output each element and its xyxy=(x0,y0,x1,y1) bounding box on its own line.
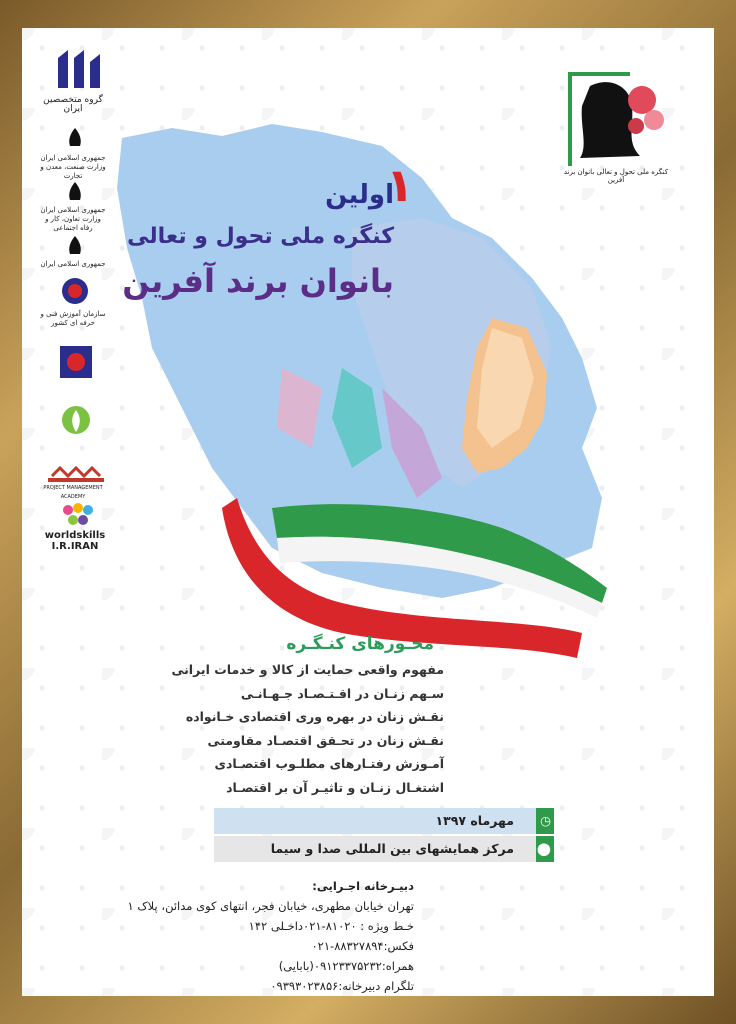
clock-icon: ◷ xyxy=(540,813,551,828)
date-bar xyxy=(214,808,554,834)
location-pin-icon: ⬤ xyxy=(537,841,551,856)
worldskills-mark-icon xyxy=(60,502,96,528)
secretariat-address: تهران خیابان مطهری، خیابان فجر، انتهای کوی مدائن، پلاک ۱ xyxy=(127,899,414,913)
axes-title: محـورهای کنـگـره xyxy=(286,634,434,654)
secretariat-info xyxy=(22,876,414,996)
axis-item: آمـوزش رفتـارهای مطلـوب اقتصـادی xyxy=(214,756,444,771)
title-ordinal: اولین xyxy=(325,180,394,210)
emblem-icon xyxy=(64,234,86,260)
technical-vocational-logo xyxy=(60,276,90,306)
emblem-label: جمهوری اسلامی ایران xyxy=(40,260,106,268)
innovation-center-logo xyxy=(58,344,94,380)
secretariat-fax: فکس:۸۸۳۲۷۸۹۴-۰۲۱ xyxy=(311,939,414,953)
technical-vocational-label: سازمان آموزش فنی و حرفه ای کشور xyxy=(40,310,106,327)
management-academy-logo xyxy=(46,464,106,484)
ministry-industry-label: جمهوری اسلامی ایران وزارت صنعت، معدن و تجارت xyxy=(40,154,106,180)
secretariat-telegram: تلگرام دبیرخانه:۰۹۳۹۳۰۲۳۸۵۶ xyxy=(270,979,414,993)
venue-bar xyxy=(214,836,554,862)
axis-item: سـهم زنـان در اقـتـصـاد جـهـانـی xyxy=(240,685,444,701)
poster xyxy=(22,28,714,996)
secretariat-hotline: خـط ویژه : ۸۱۰۲۰-۰۲۱داخـلی ۱۴۲ xyxy=(248,919,414,933)
axis-item: نقـش زنان در بهره وری اقتصادی خـانواده xyxy=(185,709,444,724)
iran-experts-group-label: گروه متخصصین ایران xyxy=(43,95,103,114)
axes-list xyxy=(124,658,444,799)
date-text: مهرماه ۱۳۹۷ xyxy=(435,813,514,828)
title-line2: بانوان برند آفرین xyxy=(122,262,394,300)
ministry-labor-emblem-icon xyxy=(64,180,86,206)
title-line1: کنگره ملی تحول و تعالی xyxy=(127,224,394,249)
axis-item: مفهوم واقعی حمایت از کالا و خدمات ایرانی xyxy=(171,662,444,677)
congress-brand-logo xyxy=(560,66,676,188)
iran-experts-group-logo xyxy=(54,48,104,92)
management-academy-label: PROJECT MANAGEMENT ACADEMY xyxy=(43,485,103,500)
venue-text: مرکز همایشهای بین المللی صدا و سیما xyxy=(270,841,514,856)
ministry-labor-label: جمهوری اسلامی ایران وزارت تعاون، کار و رفاه اجتماعی xyxy=(40,206,106,232)
brand-logo-caption: کنگره ملی تحول و تعالی بانوان برند آفرین xyxy=(563,168,669,184)
green-entrepreneurship-logo xyxy=(60,404,92,438)
secretariat-title: دبیـرخانه اجـرایی: xyxy=(312,879,414,893)
worldskills-label: worldskills I.R.IRAN xyxy=(44,530,106,552)
axis-item: اشتغـال زنـان و تاثیـر آن بر اقتصـاد xyxy=(226,779,444,795)
title-ordinal-digit: ۱ xyxy=(385,158,414,212)
ministry-industry-emblem-icon xyxy=(64,126,86,152)
axis-item: نقـش زنان در تحـقق اقتصـاد مقاومتی xyxy=(207,732,444,748)
secretariat-mobile: همراه:۰۹۱۲۳۳۷۵۲۳۲(بابایی) xyxy=(278,959,414,973)
